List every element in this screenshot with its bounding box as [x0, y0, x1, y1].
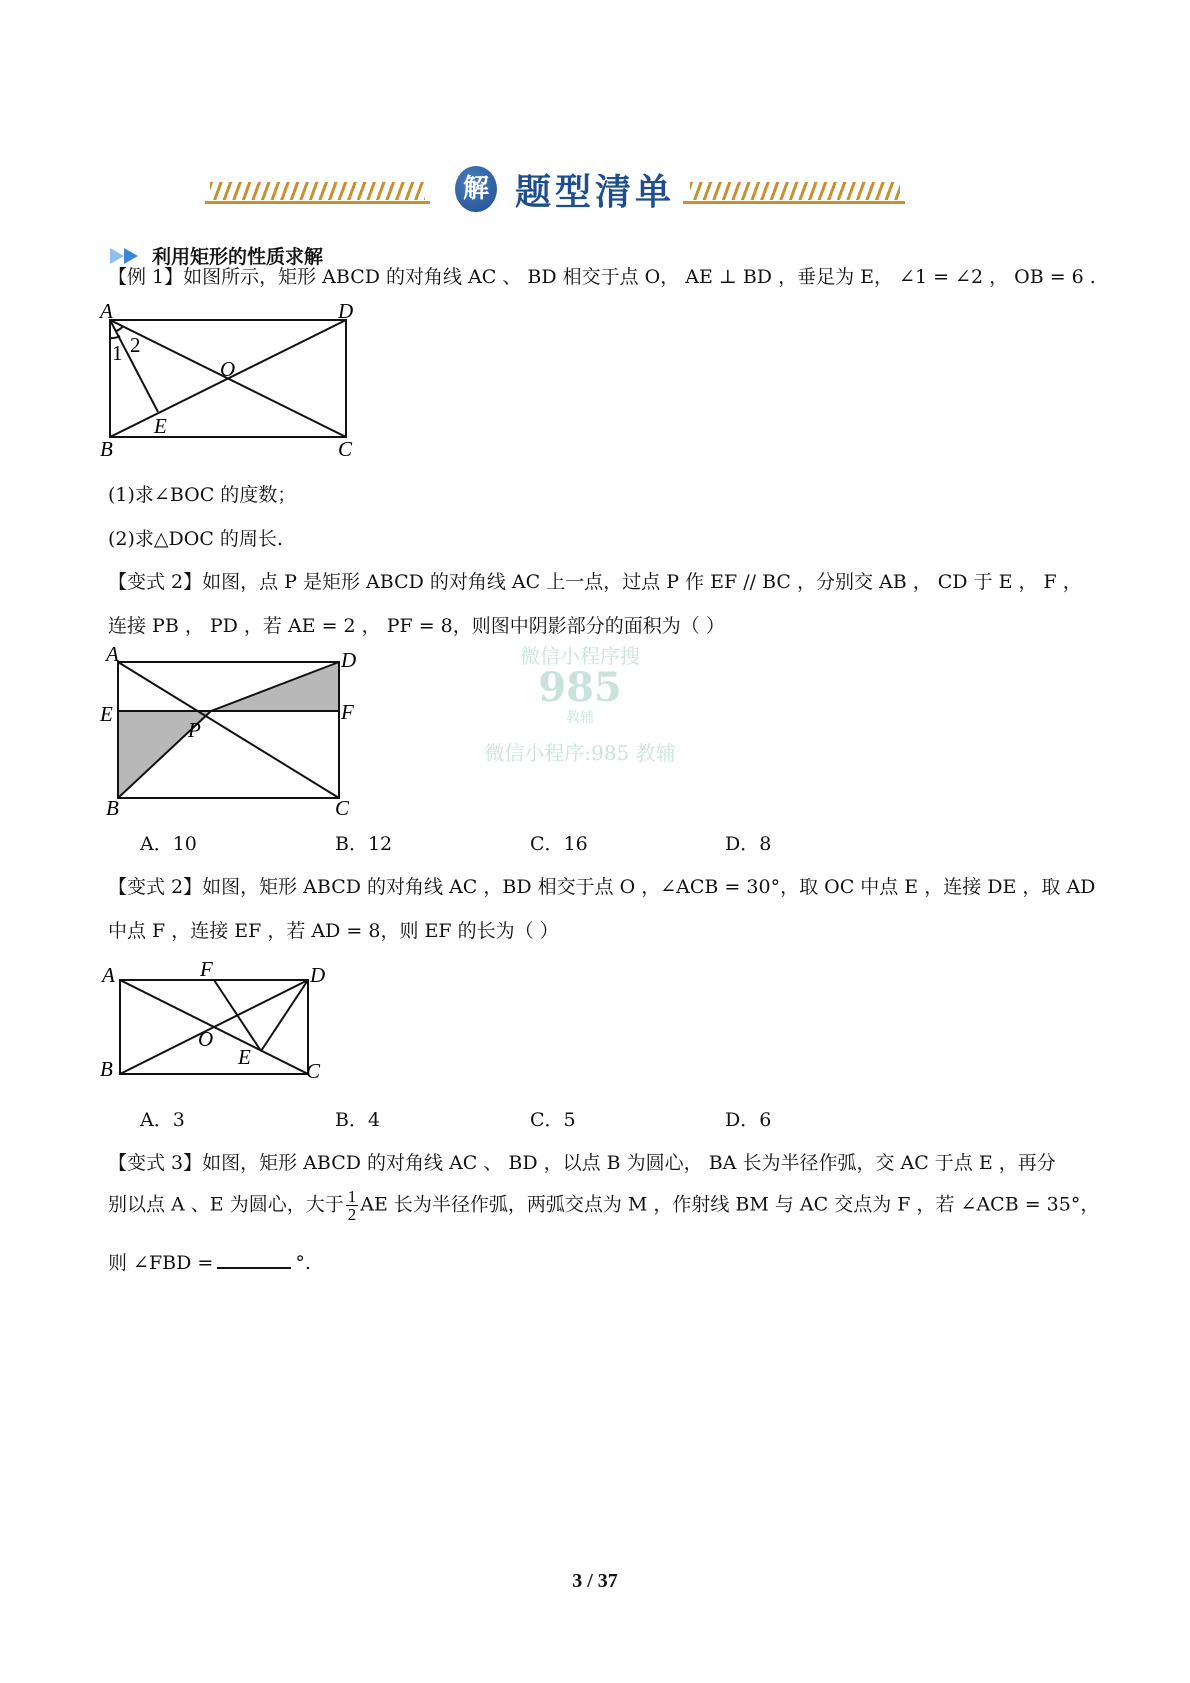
- label-P: P: [188, 718, 201, 742]
- choice-a[interactable]: A．10: [140, 833, 197, 855]
- choice-c[interactable]: C．5: [530, 1109, 576, 1131]
- variant2b-choices: [140, 1105, 920, 1132]
- variant2b-line1: 【变式 2】如图，矩形 ABCD 的对角线 AC ，BD 相交于点 O ，∠ACB = 30°，取 OC 中点 E ，连接 DE ，取 AD: [108, 876, 1096, 898]
- choice-c[interactable]: C．16: [530, 833, 588, 855]
- label-B: B: [106, 796, 119, 820]
- page-number: 3 / 37: [572, 1570, 618, 1592]
- label-D: D: [341, 648, 357, 672]
- variant2b-tag: 【变式 2】: [108, 876, 203, 898]
- label-angle1: 1: [112, 341, 123, 365]
- watermark: 微信小程序搜 985 教辅 微信小程序:985 教辅: [484, 644, 676, 765]
- hatch-decoration-left: [210, 182, 425, 200]
- label-E: E: [100, 702, 113, 726]
- choice-b[interactable]: B．4: [335, 1109, 381, 1131]
- label-C: C: [306, 1059, 321, 1083]
- label-F: F: [200, 958, 213, 981]
- choice-b[interactable]: B．12: [335, 833, 393, 855]
- choice-d[interactable]: D．8: [725, 833, 772, 855]
- example1-question2: (2)求△DOC 的周长.: [108, 528, 283, 550]
- example1-statement: [108, 262, 1096, 289]
- fraction-one-half: $\frac{1}{2}$: [347, 1187, 357, 1224]
- label-E: E: [238, 1045, 251, 1069]
- section-banner: [205, 160, 925, 220]
- variant3-line3: 则 ∠FBD = °.: [108, 1248, 311, 1275]
- label-A: A: [102, 963, 115, 987]
- variant2b-figure: [98, 958, 338, 1088]
- label-A: A: [106, 645, 119, 666]
- label-F: F: [341, 700, 354, 724]
- label-B: B: [100, 1057, 113, 1081]
- label-D: D: [310, 963, 326, 987]
- label-C: C: [335, 796, 350, 820]
- variant3-tag: 【变式 3】: [108, 1152, 203, 1174]
- label-A: A: [100, 299, 113, 323]
- label-O: O: [220, 357, 236, 381]
- example1-question1: (1)求∠BOC 的度数；: [108, 484, 297, 506]
- variant3-line2: 别以点 A 、E 为圆心，大于 $\frac{1}{2}$ AE 长为半径作弧，两弧交点为 M ，作射线 BM 与 AC 交点为 F ，若 ∠ACB = 35°，: [108, 1187, 1100, 1224]
- jie-badge-icon: 解: [455, 166, 497, 212]
- variant2a-line1: 【变式 2】如图，点 P 是矩形 ABCD 的对角线 AC 上一点，过点 P 作 EF // BC ，分别交 AB ， CD 于 E ， F ，: [108, 571, 1082, 593]
- variant2a-tag: 【变式 2】: [108, 571, 203, 593]
- label-C: C: [338, 437, 353, 461]
- banner-underline-left: [205, 201, 430, 204]
- label-D: D: [338, 299, 354, 323]
- label-E: E: [154, 414, 167, 438]
- variant2a-choices: [140, 829, 920, 856]
- example1-text: 如图所示，矩形 ABCD 的对角线 AC 、 BD 相交于点 O， AE ⊥ BD ，垂足为 E， ∠1 = ∠2 ， OB = 6 .: [183, 266, 1096, 288]
- label-O: O: [198, 1027, 214, 1051]
- variant2a-line2: 连接 PB ， PD ，若 AE = 2 ， PF = 8，则图中阴影部分的面积为（ ）: [108, 615, 725, 637]
- label-angle2: 2: [130, 333, 141, 357]
- variant2b-line2: 中点 F ，连接 EF ，若 AD = 8，则 EF 的长为（ ）: [108, 920, 559, 942]
- banner-title: 题型清单: [515, 171, 676, 213]
- section-heading-text: 利用矩形的性质求解: [152, 246, 324, 268]
- banner-underline-right: [683, 201, 905, 204]
- choice-d[interactable]: D．6: [725, 1109, 772, 1131]
- hatch-decoration-right: [690, 182, 900, 200]
- example1-figure: [98, 298, 368, 468]
- label-B: B: [100, 437, 113, 461]
- answer-blank[interactable]: [217, 1249, 291, 1269]
- variant2a-figure: [98, 645, 378, 820]
- variant3-line1: 【变式 3】如图，矩形 ABCD 的对角线 AC 、 BD ，以点 B 为圆心， BA 长为半径作弧，交 AC 于点 E ，再分: [108, 1152, 1056, 1174]
- example1-tag: 【例 1】: [108, 266, 184, 288]
- choice-a[interactable]: A．3: [140, 1109, 185, 1131]
